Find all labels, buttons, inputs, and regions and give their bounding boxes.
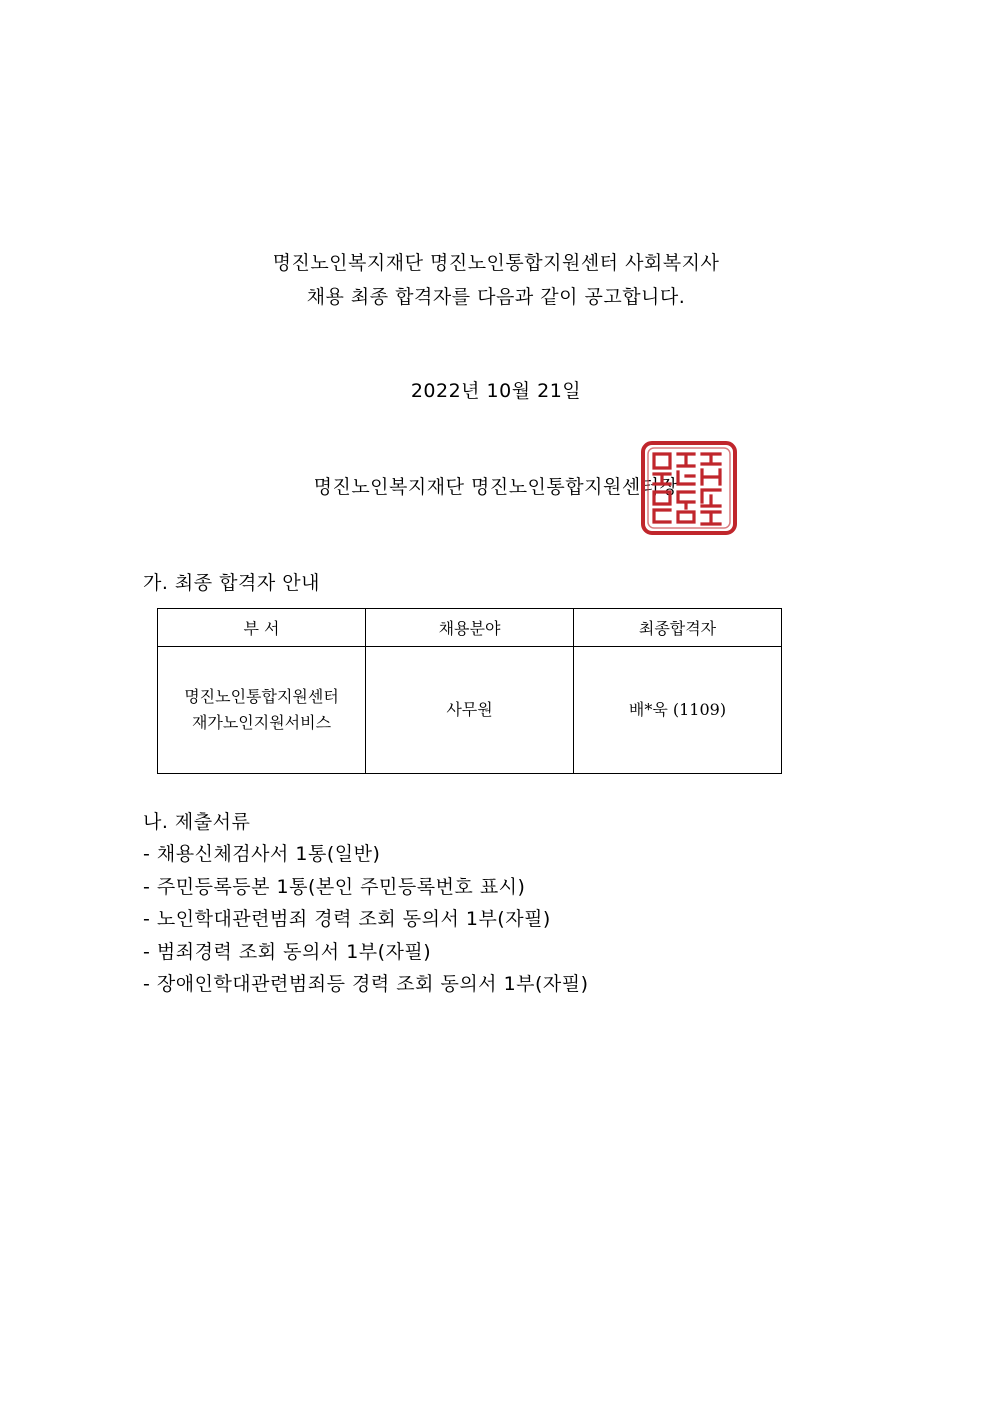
department-line-1: 명진노인통합지원센터 xyxy=(184,687,339,706)
cell-field: 사무원 xyxy=(366,647,574,774)
list-item: - 범죄경력 조회 동의서 1부(자필) xyxy=(143,940,432,963)
list-item: - 주민등록등본 1통(본인 주민등록번호 표시) xyxy=(143,875,526,898)
header-department: 부 서 xyxy=(158,609,366,647)
signer-name: 명진노인복지재단 명진노인통합지원센터장 xyxy=(313,476,679,498)
header-candidate: 최종합격자 xyxy=(574,609,782,647)
announcement-line-1: 명진노인복지재단 명진노인통합지원센터 사회복지사 xyxy=(272,252,720,274)
official-seal-icon xyxy=(640,440,738,536)
table-header-row xyxy=(158,609,782,647)
announcement-date: 2022년 10월 21일 xyxy=(410,380,582,402)
department-line-2: 재가노인지원서비스 xyxy=(191,713,332,732)
announcement-line-2: 채용 최종 합격자를 다음과 같이 공고합니다. xyxy=(306,286,686,308)
section-documents-title: 나. 제출서류 xyxy=(143,811,251,833)
final-candidates-table xyxy=(157,608,782,774)
cell-candidate: 배*욱 (1109) xyxy=(574,647,782,774)
cell-department xyxy=(158,647,366,774)
required-documents-list xyxy=(143,838,589,1001)
list-item: - 채용신체검사서 1통(일반) xyxy=(143,843,381,865)
list-item: - 노인학대관련범죄 경력 조회 동의서 1부(자필) xyxy=(143,908,551,930)
table-row xyxy=(158,647,782,774)
header-field: 채용분야 xyxy=(366,609,574,647)
section-final-candidates-title: 가. 최종 합격자 안내 xyxy=(143,572,320,594)
list-item: - 장애인학대관련범죄등 경력 조회 동의서 1부(자필) xyxy=(143,973,589,995)
